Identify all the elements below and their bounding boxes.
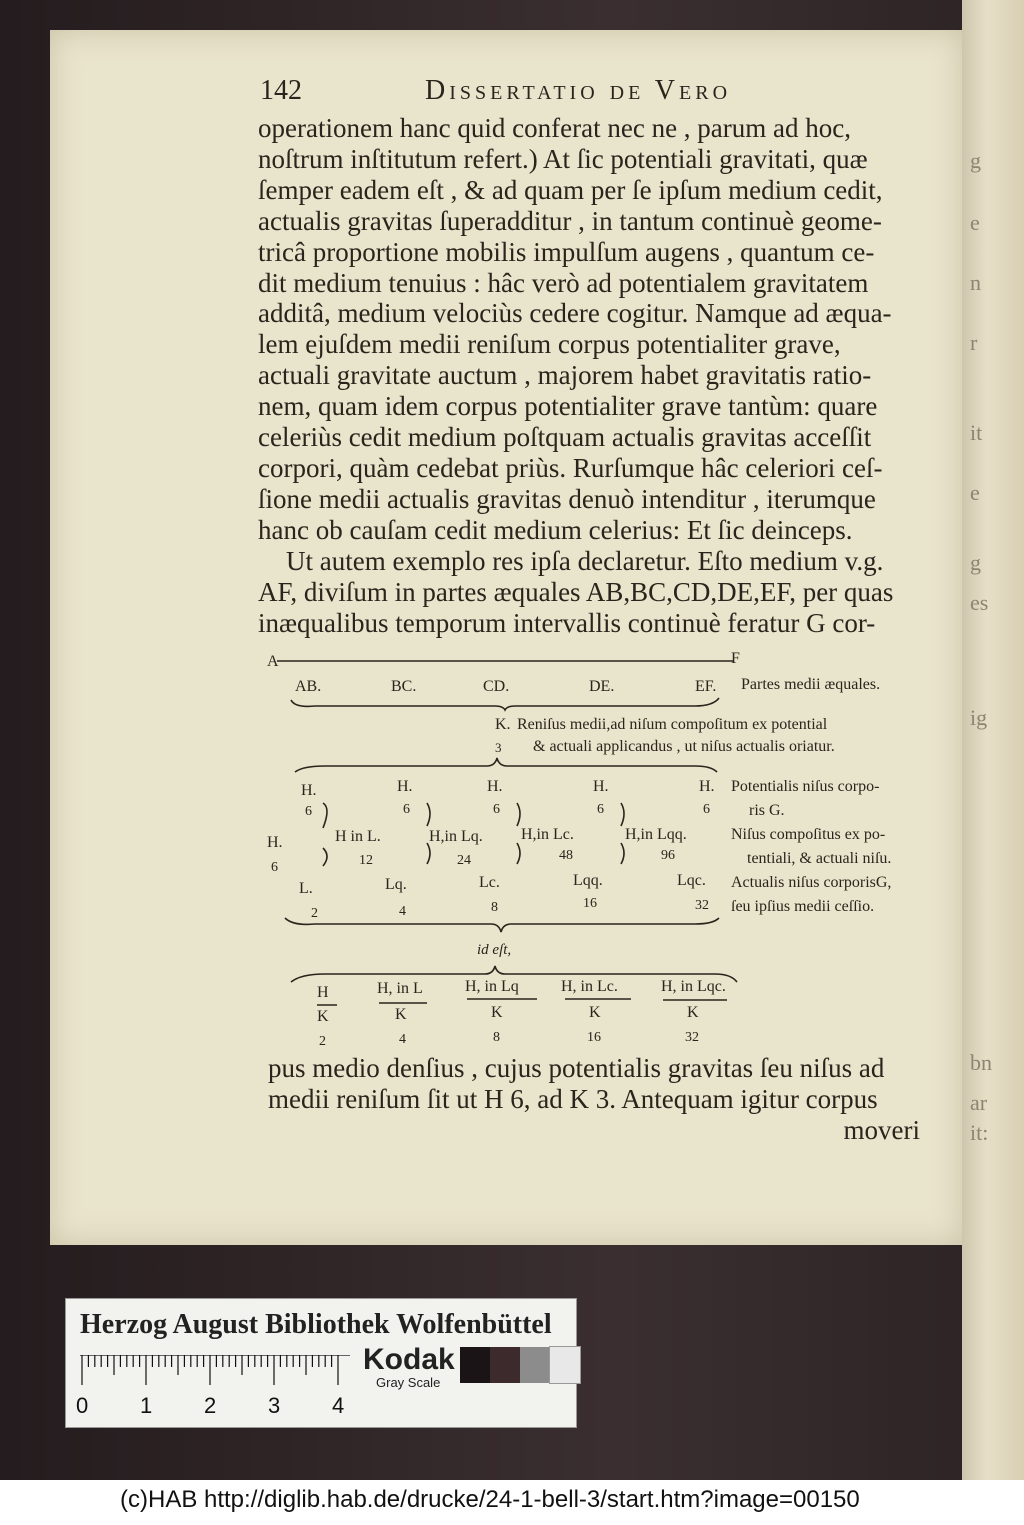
h-top-value: 6 (305, 804, 312, 819)
product-label: H in L. (335, 828, 381, 845)
product-value: 24 (457, 853, 471, 868)
h-top-value: 6 (597, 802, 604, 817)
fraction-numerator: H (317, 984, 329, 1001)
fraction-numerator: H, in L (377, 980, 423, 997)
text-line: actuali gravitate auctum , majorem habet gravitatis ratio- (258, 360, 872, 391)
caption-actual-2: ſeu ipſius medii ceſſio. (731, 898, 875, 915)
gray-swatch (490, 1347, 520, 1383)
text-line: corpori, quàm cedebat priùs. Rurſumque hâc celeriori ceſ- (258, 452, 883, 483)
l-label: Lqq. (573, 872, 603, 889)
edge-fragment: it (970, 420, 983, 445)
k-caption-1: Reniſus medii,ad niſum compoſitum ex potential (517, 716, 828, 733)
l-label: Lc. (479, 874, 500, 891)
ruler-number: 1 (140, 1393, 153, 1418)
text-line: additâ, medium velociùs cedere cogitur. Namque ad æqua- (258, 298, 892, 329)
text-line: pus medio denſius , cujus potentialis gravitas ſeu niſus ad (268, 1053, 885, 1083)
caption-potential-1: Potentialis niſus corpo- (731, 778, 880, 795)
fraction-denominator: K (491, 1004, 503, 1021)
caption-compound-1: Niſus compoſitus ex po- (731, 826, 886, 843)
h-top: H. (593, 778, 609, 795)
fraction-value: 32 (685, 1030, 699, 1045)
product-label: H,in Lc. (521, 826, 574, 843)
h-top: H. (301, 782, 317, 799)
page-number: 142 (260, 75, 302, 106)
ruler-number: 3 (268, 1393, 281, 1418)
fraction-denominator: K (589, 1004, 601, 1021)
fraction-value: 16 (587, 1030, 601, 1045)
credit-footer (0, 1480, 1024, 1525)
l-label: Lq. (385, 876, 407, 893)
fraction-value: 8 (493, 1030, 500, 1045)
l-value: 2 (311, 906, 318, 921)
fraction-numerator: H, in Lqc. (661, 978, 726, 995)
h-left-value: 6 (271, 860, 278, 875)
page-header (260, 75, 960, 115)
product-value: 12 (359, 853, 373, 868)
edge-fragment: bn (970, 1050, 992, 1075)
edge-fragment: r (970, 330, 978, 355)
caption-potential-2: ris G. (749, 802, 785, 819)
fraction-denominator: K (687, 1004, 699, 1021)
text-line: nem, quam idem corpus potentialiter grave tantùm: quare (258, 391, 878, 422)
credit-text: (c)HAB http://diglib.hab.de/drucke/24-1-bell-3/start.htm?image=00150 (120, 1486, 860, 1513)
h-left: H. (267, 834, 283, 851)
continuation-text (268, 1053, 920, 1146)
product-label: H,in Lqq. (625, 826, 687, 843)
fraction-numerator: H, in Lq (465, 978, 519, 995)
h-top-value: 6 (703, 802, 710, 817)
l-value: 8 (491, 900, 498, 915)
edge-fragment: n (970, 270, 981, 295)
product-value: 48 (559, 848, 573, 863)
k-label: K. (495, 716, 511, 733)
edge-fragment: ig (970, 705, 988, 730)
text-line: ſione medii actualis gravitas denuò intenditur , iterumque (258, 483, 876, 514)
adjacent-page-edge (962, 0, 1024, 1480)
ruler-ticks (80, 1355, 350, 1391)
fraction-denominator: K (395, 1006, 407, 1023)
h-top-value: 6 (493, 802, 500, 817)
library-name: Herzog August Bibliothek Wolfenbüttel (80, 1309, 552, 1340)
caption-compound-2: tentiali, & actuali niſu. (747, 850, 892, 867)
text-line: AF, diviſum in partes æquales AB,BC,CD,DE,EF, per quas (258, 576, 894, 607)
l-value: 16 (583, 896, 597, 911)
h-top: H. (397, 778, 413, 795)
l-label: Lqc. (677, 872, 706, 889)
fraction-denominator: K (317, 1008, 329, 1025)
text-line: Ut autem exemplo res ipſa declaretur. Eſto medium v.g. (286, 545, 884, 576)
running-title: Dissertatio de Vero (425, 75, 732, 106)
gray-swatch (520, 1347, 550, 1383)
kodak-logo: Kodak (363, 1343, 455, 1376)
id-est: id eſt, (477, 942, 512, 958)
edge-fragment: g (970, 550, 981, 575)
h-top: H. (699, 778, 715, 795)
product-value: 96 (661, 848, 675, 863)
segment-label: BC. (391, 678, 417, 695)
k-caption-2: & actuali applicandus , ut niſus actualis oriatur. (533, 738, 835, 755)
ruler-number: 4 (332, 1393, 345, 1418)
fraction-value: 2 (319, 1034, 326, 1049)
ruler-number: 0 (76, 1393, 89, 1418)
edge-fragment: ar (970, 1090, 988, 1115)
segments-caption: Partes medii æquales. (741, 676, 881, 693)
text-line: ſemper eadem eſt , & ad quam per ſe ipſum medium cedit, (258, 174, 883, 205)
gray-swatch (460, 1347, 490, 1383)
edge-fragment: g (970, 148, 981, 173)
edge-fragment: e (970, 480, 980, 505)
h-top: H. (487, 778, 503, 795)
text-line: noſtrum inſtitutum refert.) At ſic potentiali gravitati, quæ (258, 143, 868, 174)
body-text (258, 113, 920, 638)
ruler-number: 2 (204, 1393, 217, 1418)
fraction-numerator: H, in Lc. (561, 978, 618, 995)
library-color-card (65, 1298, 577, 1428)
catchword: moveri (843, 1114, 920, 1145)
fraction-value: 4 (399, 1032, 406, 1047)
segment-label: CD. (483, 678, 510, 695)
text-line: inæqualibus temporum intervallis continuè feratur G cor- (258, 607, 876, 638)
segment-label: AB. (295, 678, 322, 695)
l-value: 32 (695, 898, 709, 913)
edge-fragment: it: (970, 1120, 989, 1145)
caption-actual-1: Actualis niſus corporisG, (731, 874, 892, 891)
gray-swatch (550, 1347, 580, 1383)
point-a: A (267, 653, 279, 670)
text-line: operationem hanc quid conferat nec ne , parum ad hoc, (258, 113, 851, 143)
l-value: 4 (399, 904, 406, 919)
text-line: actualis gravitas ſuperadditur , in tantum continuè geome- (258, 205, 882, 236)
proportion-diagram (255, 648, 955, 1058)
text-line: celeriùs cedit medium poſtquam actualis gravitas acceſſit (258, 422, 872, 453)
edge-fragment: e (970, 210, 980, 235)
ruler (76, 1355, 350, 1418)
edge-fragment: es (970, 590, 989, 615)
segment-label: DE. (589, 678, 615, 695)
product-label: H,in Lq. (429, 828, 483, 845)
text-line: hanc ob cauſam cedit medium celerius: Et ſic deinceps. (258, 514, 853, 545)
point-f: F (731, 650, 740, 667)
segment-label: EF. (695, 678, 717, 695)
text-line: dit medium tenuius : hâc verò ad potentialem gravitatem (258, 267, 869, 298)
book-page (50, 30, 962, 1245)
text-line: lem ejuſdem medii reniſum corpus potentialiter grave, (258, 329, 841, 360)
l-label: L. (299, 880, 313, 897)
k-value: 3 (495, 740, 502, 755)
text-line: medii reniſum ſit ut H 6, ad K 3. Antequam igitur corpus (268, 1083, 878, 1114)
h-top-value: 6 (403, 802, 410, 817)
gray-scale-label: Gray Scale (376, 1375, 441, 1390)
text-line: tricâ proportione mobilis impulſum augens , quantum ce- (258, 236, 875, 267)
